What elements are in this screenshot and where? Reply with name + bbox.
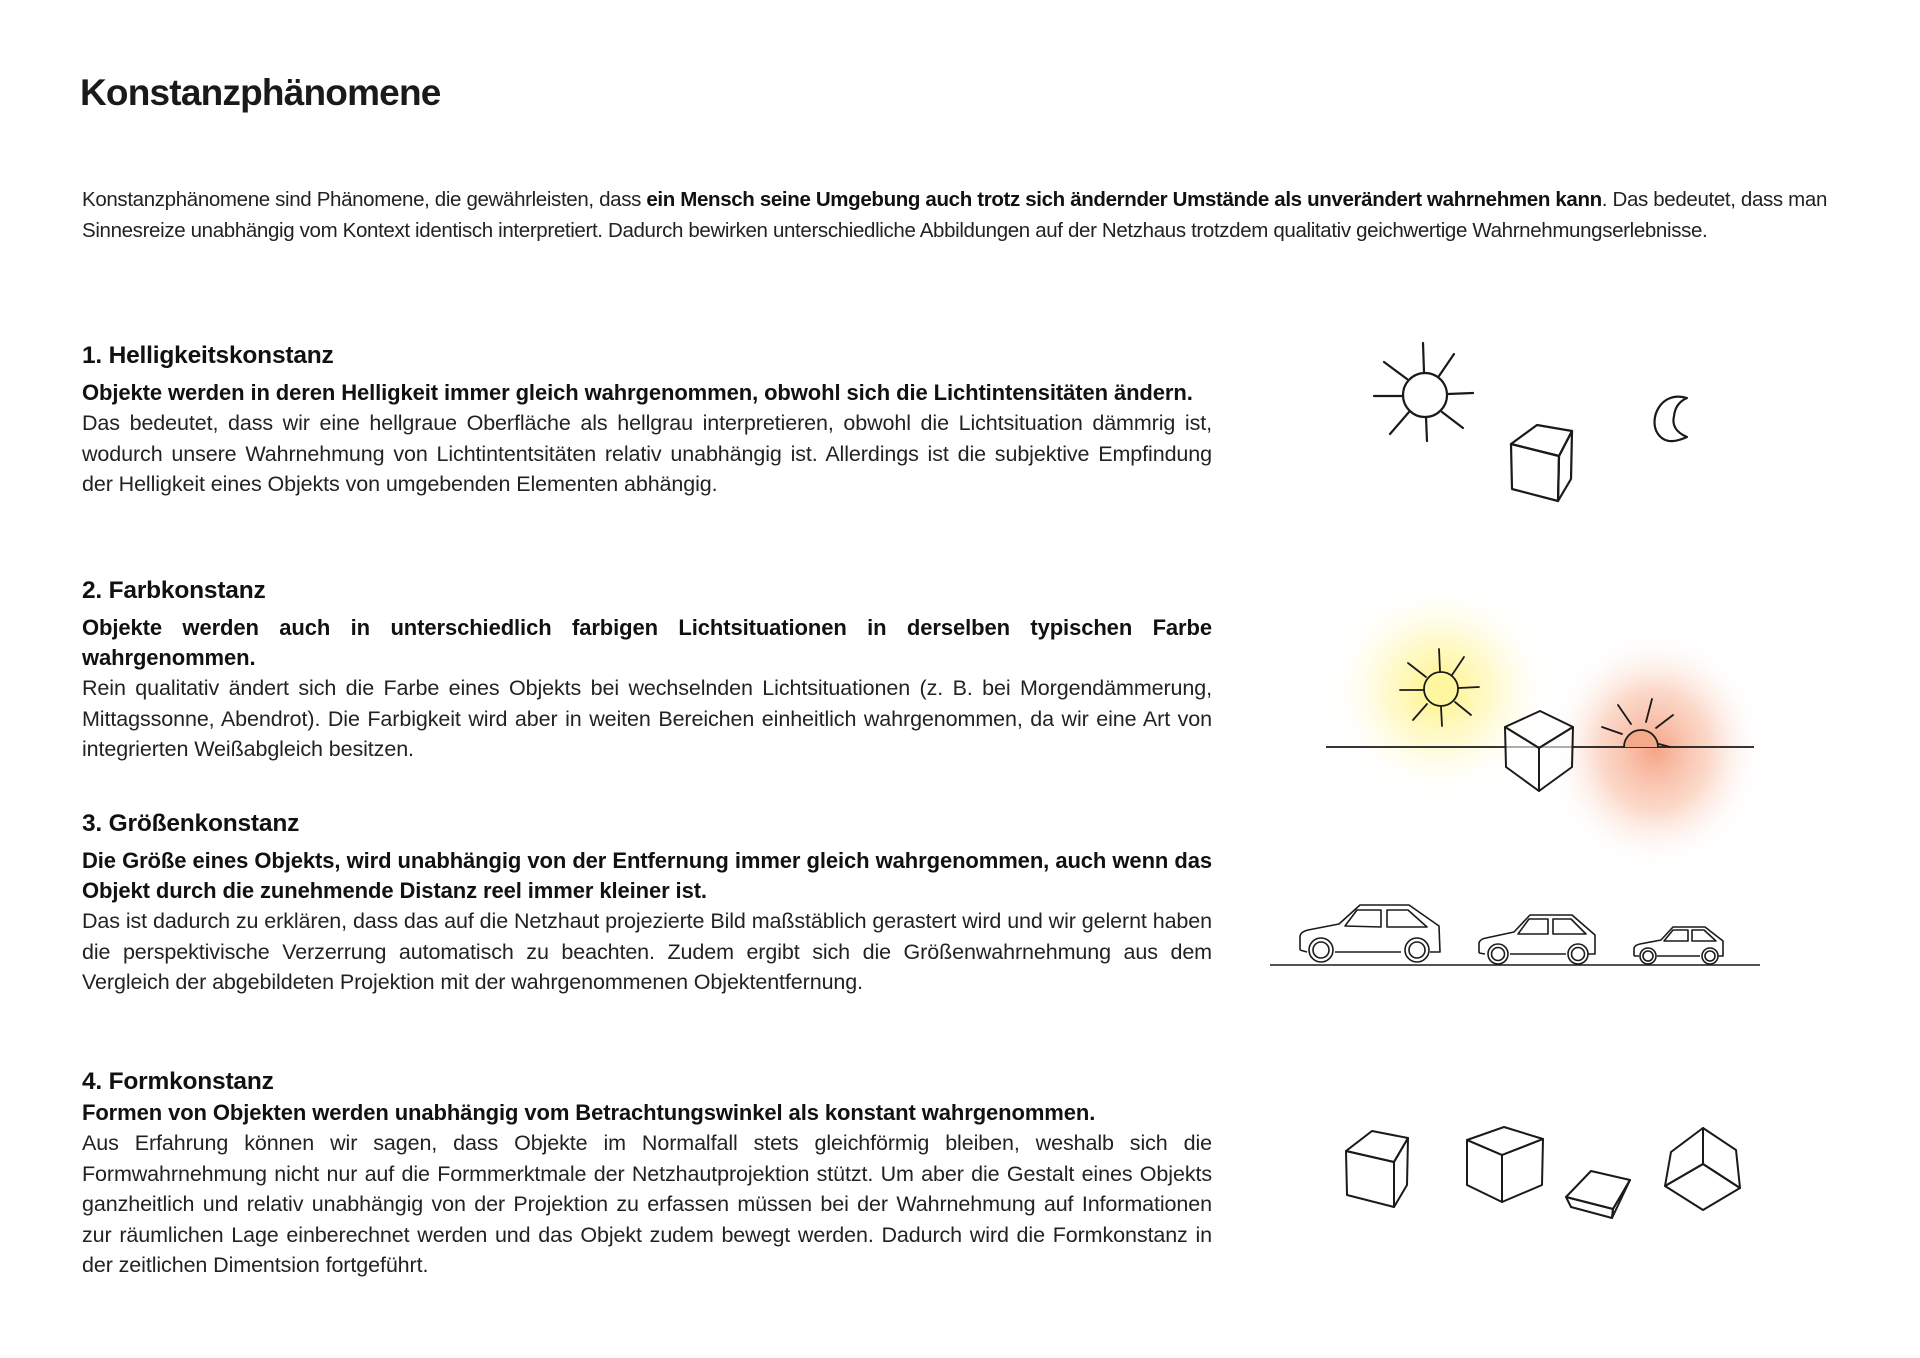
section-brightness-constancy <box>82 340 1212 500</box>
car-medium-icon <box>1479 915 1595 964</box>
section-body: Das bedeutet, dass wir eine hellgraue Oberfläche als hellgrau interpretieren, obwohl die Lichtsituation dämmrig ist, wodurch unsere Wahrnehmung von Lichtintentsitäten relativ unabhängig ist. Allerdings ist die subjektive Empfindung der Helligkeit eines Objekts von umgebenden Elementen abhängig. <box>82 411 1212 496</box>
section-heading: 4. Formkonstanz <box>82 1068 274 1095</box>
cube-tilted-icon <box>1665 1128 1740 1210</box>
car-large-icon <box>1300 905 1440 962</box>
section-lead: Formen von Objekten werden unabhängig vom Betrachtungswinkel als konstant wahrgenommen. <box>82 1100 1096 1125</box>
illustration-shape <box>1330 1120 1780 1290</box>
illustration-brightness <box>1360 340 1760 520</box>
sunset-light-glow <box>1545 630 1765 870</box>
section-body: Rein qualitativ ändert sich die Farbe eines Objekts bei wechselnden Lichtsituationen (z. B. bei Morgendämmerung, Mittagssonne, Abendrot). Die Farbigkeit wird aber in weiten Bereichen einheitlich wahrgenommen, da wir eine Art von integrierten Weißabgleich besitzen. <box>82 676 1212 761</box>
intro-text-emphasis: ein Mensch seine Umgebung auch trotz sich ändernder Umstände als unverändert wahrnehmen kann <box>646 188 1602 211</box>
cube-flat-icon <box>1566 1171 1630 1218</box>
car-small-icon <box>1634 927 1723 964</box>
section-lead: Die Größe eines Objekts, wird unabhängig von der Entfernung immer gleich wahrgenommen, auch wenn das Objekt durch die zunehmende Distanz reel immer kleiner ist. <box>82 848 1212 903</box>
cube-corner-icon <box>1467 1127 1543 1202</box>
section-heading: 1. Helligkeitskonstanz <box>82 342 334 369</box>
section-color-constancy <box>82 575 1212 765</box>
section-lead: Objekte werden auch in unterschiedlich farbigen Lichtsituationen in derselben typischen Farbe wahrgenommen. <box>82 615 1212 670</box>
section-size-constancy <box>82 808 1212 998</box>
section-lead: Objekte werden in deren Helligkeit immer gleich wahrgenommen, obwohl sich die Lichtintensitäten ändern. <box>82 380 1193 405</box>
moon-icon <box>1655 397 1687 441</box>
illustration-color <box>1320 580 1800 840</box>
section-body: Das ist dadurch zu erklären, dass das auf die Netzhaut projezierte Bild maßstäblich gerastert wird und wir gelernt haben die perspektivische Verzerrung automatisch zu beachten. Zudem ergibt sich die Größenwahrnehmung aus dem Vergleich der abgebildeten Projektion mit der wahrgenommenen Objektentfernung. <box>82 909 1212 994</box>
cube-icon <box>1511 425 1572 501</box>
section-shape-constancy <box>82 1066 1212 1281</box>
page-title: Konstanzphänomene <box>80 72 441 113</box>
section-heading: 3. Größenkonstanz <box>82 810 300 837</box>
intro-paragraph <box>82 184 1852 246</box>
illustration-size <box>1270 890 1870 990</box>
intro-text-end: . Das bedeutet, dass man Sinnesreize unabhängig vom Kontext identisch interpretiert. Dadurch bewirken unterschiedliche Abbildungen auf der Netzhaus trotzdem qualitativ geichwertige Wahrnehmungserlebnisse. <box>82 188 1828 242</box>
cube-front-icon <box>1346 1131 1408 1207</box>
intro-text-start: Konstanzphänomene sind Phänomene, die gewährleisten, dass <box>82 188 647 211</box>
section-body: Aus Erfahrung können wir sagen, dass Objekte im Normalfall stets gleichförmig bleiben, weshalb sich die Formwahrnehmung nicht nur auf die Formmerktmale der Netzhautprojektion stützt. Um aber die Gestalt eines Objekts ganzheitlich und relativ unabhängig von der Projektion zu erfassen müssen bei der Wahrnehmung auf Informationen zur räumlichen Lage einberechnet werden und das Objekt zudem bewegt werden. Dadurch wird die Formkonstanz in der zeitlichen Dimentsion fortgeführt. <box>82 1131 1212 1277</box>
sun-icon <box>1374 343 1473 441</box>
section-heading: 2. Farbkonstanz <box>82 577 266 604</box>
